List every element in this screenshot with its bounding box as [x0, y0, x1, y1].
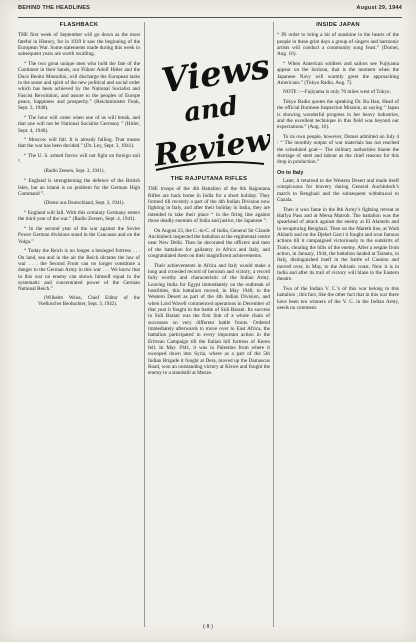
column-flashback	[18, 22, 140, 312]
flashback-source: (Wilhelm Weiss, Chief Editor of the Voelkischer Beobachter, Sept. 3, 1942).	[38, 295, 140, 308]
flashback-quote: “ The U. S. armed forces will not fight on foreign soil ”.	[18, 152, 140, 166]
italy-paragraph: Then it won fame in the 8th Army’s fighting retreat at Halfya Pass and at Mersa Matruh. The battalion was the spearhead of attack against the enemy at El Alamein and in recapturing Benghazi. Then on the Mareth line, at Wadi Akharit and on the Djebel Garci it fought and won famous actions till it campaigned victoriously to the outskirts of Tunis, clearing the hills of the enemy. After a respite from action, in January, 1944, the battalion landed at Taranto, in Italy, distinguished itself in the battle of Cassino and moved over, in May, to the Adriatic coast. Now it is in India and after its trail of victory will blaze in the Eastern theatre.	[277, 206, 399, 283]
column-rajputana-rifles	[148, 176, 270, 380]
flashback-quote: “ In the second year of the war against the Soviet Power German divisions stand in the Caucasus and on the Volga.”	[18, 225, 140, 245]
flashback-quote: “ The two great unique men who hold the fate of the Continent in their hands, our Führer Adolf Hitler and the Duce Benito Mussolini, will discharge the European tasks in the sense and spirit of the new political and social order which has been achieved by the National Socialist and Fascist Revolution, and assure to the peoples of Europe peace, happiness and prosperity.” (Reichminister Funk, Sept. 3, 1940).	[18, 60, 140, 112]
rajputana-paragraph: THE troops of the 4th Battalion of the 6th Rajputana Rifles are back home in India for a short holiday. They formed till recently a part of the 4th Indian Division now fighting in Italy, and after their holiday in India, they are intended to take their place “ in the firing line against those deadly enemies of India and justice, the Japanese ”.	[148, 186, 270, 225]
rajputana-paragraph: Their achievements in Africa and Italy would make a long and crowded record of heroism and victory, a record fully worthy and characteristic of the Indian Army. Leaving India for Egypt immediately on the outbreak of hostilities, this battalion moved, in May 1940, to the Western Desert as part of the 4th Indian Division, and when Lord Wavell commenced operations in December of that year it fought in the battle of Sidi Barani. Its success in Sidi Barani was the first link of a whole chain of successes on very different battle fronts. Ordered immediately afterwards to move over to East Africa, the battalion participated in every important action in the Eritrean Campaign till the Italian hill fortress of Keren fell. In May 1941, it was in Palestine from where it swooped down into Syria, where as a part of the 5th Indian Brigade it fought at Dera, moved up the Damascus Road, won an outstanding victory at Kiswe and fought the enemy to a standstill at Mezze.	[148, 262, 270, 377]
flashback-quote: “ The hour will come when one of us will break, and that one will not be National Socialist Germany ” (Hitler, Sept. 4, 1940).	[18, 114, 140, 134]
japan-note: NOTE :—Fujiyama is only 70 miles west of Tokyo.	[283, 89, 391, 96]
flashback-quote: “ Today the Reich is no longer a besieged fortress . . . On land, sea and in the air the Reich dictates the law of war . . . the Second Front can no longer constitute a danger to the German Army in this war . . . We know that in this war no enemy can shown himself equal to the systematic and concentrated power of the German National Reich.”	[18, 248, 140, 293]
masthead-word-and: and	[182, 91, 240, 129]
rajputana-title: THE RAJPUTANA RIFLES	[170, 176, 248, 182]
header-date: August 29, 1944	[356, 5, 402, 11]
italy-paragraph: Later, it returned to the Western Desert and made itself conspicuous for bravery during General Auchinleck’s march to Benghazi and the subsequent withdrawal to Gazala.	[277, 177, 399, 203]
japan-paragraph: Tokyo Radio quotes the speaking Dr. Ba Han, Head of the official Burmese Inspection Mission, as saying “ Japan is showing wonderful progress in her heavy industries, and the excellent technique in this field was beyond our expectations.” (Aug. 16).	[277, 99, 399, 131]
flashback-source: (Dienst aus Deutschland, Sept. 3, 1941).	[44, 200, 125, 206]
flashback-source: (Radio Zeesen, Sept. 3, 1941).	[44, 168, 105, 174]
japan-paragraph: “ When American soldiers and sailors see Fujiyama appear on the horizon, that is the moment when the Japanese Navy will warmly greet the approaching Americans.” (Tokyo Radio, Aug. 7).	[277, 60, 399, 86]
masthead-word-views: Views	[158, 46, 270, 102]
japan-paragraph: To its own people, however, Domei admitted on July 4 : “ The monthly output of war materials has not reached the scheduled goal— The military authorities blame the shortage of steel and labour as the chief reasons for this drop in production.”	[277, 133, 399, 166]
inside-japan-title: INSIDE JAPAN	[316, 22, 360, 28]
column-rule-1	[144, 22, 145, 627]
flashback-quote: “ England is strengthening the defence of the British Isles, but an island is no problem for the German High Command ”.	[18, 178, 140, 198]
on-to-italy-subhead: On to Italy	[277, 169, 304, 176]
flashback-title: FLASHBACK	[59, 22, 99, 28]
flashback-quote: “ Moscow will fall. It is already falling. That means that the war has been decided.” (Dr. Ley, Sept. 3, 1941).	[18, 137, 140, 150]
page-number: ( 8 )	[203, 624, 213, 630]
column-rule-2	[273, 22, 274, 627]
italy-paragraph: Two of the Indian V. C.’s of this war belong to this battalion ; this fact, like the other fact that in this war there have been ten winners of the V. C. in the Indian Army, needs no comment.	[277, 285, 399, 311]
japan-paragraph: “ IN order to bring a bit of sunshine in the hearts of the people in these grim days a group of singers and harmonic artists will conduct a community song feast.” (Domei, Aug. 16).	[277, 32, 399, 58]
views-and-reviews-masthead	[150, 40, 270, 180]
column-inside-japan	[277, 22, 399, 314]
masthead-lettering	[150, 40, 270, 180]
masthead-word-reviews: Reviews	[151, 120, 270, 174]
flashback-quote: “ England will fall. With this certainty Germany enters the third year of the war.” (Radio Zeesen, Sept. 4, 1941).	[18, 210, 140, 223]
running-header	[18, 5, 402, 18]
flashback-paragraph: THE first week of September will go down as the most fateful in History, for in 1939 it saw the beginning of the European War. Some statements made during this week in subsequent years are worth recalling.	[18, 32, 140, 58]
rajputana-paragraph: On August 23, the C.-in-C. of India, General Sir Claude Auchinleck inspected the battalion at the regimental centre near New Delhi. Then he decorated the officers and men of the battalion for gallantry in Africa and Italy, and congratulated them on their magnificent achievements.	[148, 227, 270, 259]
header-publication: BEHIND THE HEADLINES	[18, 5, 91, 11]
